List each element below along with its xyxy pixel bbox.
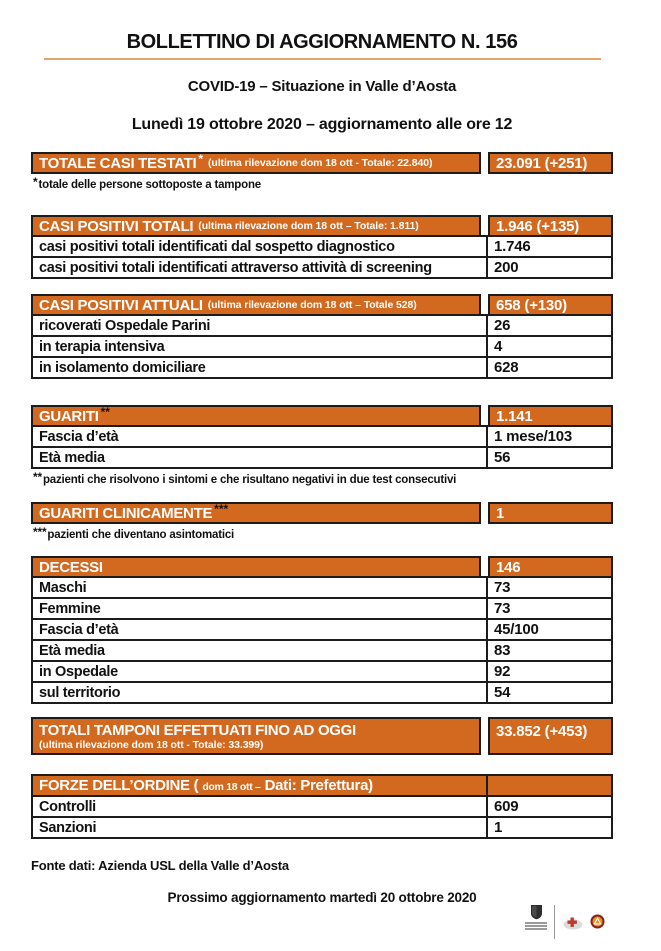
section-title: GUARITI CLINICAMENTE	[39, 504, 213, 522]
section-decessi	[31, 556, 613, 704]
table-row	[31, 446, 613, 469]
section-header-row	[31, 152, 613, 174]
row-label: in isolamento domiciliare	[33, 358, 488, 377]
row-label: casi positivi totali identificati attraverso attività di screening	[33, 258, 488, 277]
row-label: casi positivi totali identificati dal sospetto diagnostico	[33, 237, 488, 256]
header-gap	[481, 294, 488, 316]
shield-icon	[530, 904, 543, 920]
header-gap	[481, 717, 488, 755]
footnote-text: pazienti che diventano asintomatici	[47, 529, 235, 541]
section-title: GUARITI	[39, 407, 99, 425]
usl-heart-icon	[562, 915, 583, 930]
table-row	[31, 425, 613, 448]
section-header-row	[31, 556, 613, 578]
table-row	[31, 618, 613, 641]
section-header-label-cell	[31, 215, 481, 237]
section-header-note: dom 18 ott –	[202, 780, 261, 793]
footnote-marker: *	[33, 175, 38, 189]
footnote-text: pazienti che risolvono i sintomi e che risultano negativi in due test consecutivi	[42, 474, 457, 486]
usl-vda-logo	[562, 915, 583, 935]
section-title: CASI POSITIVI TOTALI	[39, 217, 194, 235]
row-value: 45/100	[494, 621, 539, 638]
section-title: CASI POSITIVI ATTUALI	[39, 296, 203, 314]
section-header-label-cell	[31, 717, 481, 755]
header-gap	[481, 556, 488, 578]
section-casi-positivi-totali	[31, 215, 613, 279]
row-label: Femmine	[33, 599, 488, 618]
row-label: Fascia d’età	[33, 620, 488, 639]
section-header-value	[488, 776, 611, 795]
section-header-value: 658 (+130)	[488, 294, 613, 316]
footnote-marker: **	[100, 405, 110, 419]
section-guariti-clinicamente	[31, 502, 613, 524]
row-label: Fascia d’età	[33, 427, 488, 446]
row-value: 1	[494, 819, 503, 836]
section-title: TOTALE CASI TESTATI	[39, 154, 197, 172]
row-value: 1 mese/103	[494, 428, 573, 445]
header-gap	[481, 215, 488, 237]
section-header-row	[31, 774, 613, 797]
footnote-marker: **	[33, 470, 42, 484]
footnote-marker: *	[198, 152, 204, 166]
next-update-line: Prossimo aggiornamento martedì 20 ottobre 2020	[167, 890, 477, 905]
footnote-tamponi-testati	[33, 177, 613, 191]
section-casi-positivi-attuali	[31, 294, 613, 379]
section-header-label-cell	[31, 502, 481, 524]
section-header-note: (ultima rilevazione dom 18 ott - Totale: 22.840)	[208, 157, 433, 169]
section-tamponi	[31, 717, 613, 755]
section-header-value: 1	[488, 502, 613, 524]
table-row	[31, 235, 613, 258]
footnote-guariti	[33, 472, 613, 486]
section-title: TOTALI TAMPONI EFFETTUATI FINO AD OGGI	[39, 722, 356, 739]
row-value: 628	[494, 359, 519, 376]
section-header-note: (ultima rilevazione dom 18 ott – Totale: 1.811)	[198, 220, 419, 232]
row-label: Maschi	[33, 578, 488, 597]
table-row	[31, 597, 613, 620]
row-label: Controlli	[33, 797, 488, 816]
section-guariti	[31, 405, 613, 469]
section-header-row	[31, 215, 613, 237]
section-forze-dellordine	[31, 774, 613, 839]
row-value: 1.746	[494, 238, 531, 255]
row-label: Sanzioni	[33, 818, 488, 837]
protezione-civile-badge-icon	[590, 914, 605, 929]
table-row	[31, 681, 613, 704]
row-label: Età media	[33, 448, 488, 467]
section-header-value: 23.091 (+251)	[488, 152, 613, 174]
section-header-label-cell	[31, 294, 481, 316]
section-header-row	[31, 717, 613, 755]
header-gap	[481, 405, 488, 427]
row-value: 26	[494, 317, 511, 334]
row-value: 73	[494, 579, 511, 596]
section-header-value: 146	[488, 556, 613, 578]
row-value: 56	[494, 449, 511, 466]
table-row	[31, 335, 613, 358]
section-header-note: (ultima rilevazione dom 18 ott – Totale 528)	[207, 299, 417, 311]
row-value: 200	[494, 259, 519, 276]
section-header-label-cell	[33, 776, 488, 795]
row-label: Età media	[33, 641, 488, 660]
row-label: sul territorio	[33, 683, 488, 702]
footnote-text: totale delle persone sottoposte a tampone	[38, 179, 261, 191]
section-title: FORZE DELL’ORDINE (	[39, 777, 199, 794]
section-totale-casi-testati	[31, 152, 613, 174]
data-source-line: Fonte dati: Azienda USL della Valle d’Aosta	[31, 858, 289, 873]
row-value: 609	[494, 798, 519, 815]
table-row	[31, 660, 613, 683]
logo-caption-lines	[525, 922, 547, 930]
page-title: BOLLETTINO DI AGGIORNAMENTO N. 156	[126, 31, 518, 53]
header-gap	[481, 502, 488, 524]
row-label: ricoverati Ospedale Parini	[33, 316, 488, 335]
section-header-value: 1.141	[488, 405, 613, 427]
table-row	[31, 639, 613, 662]
section-header-row	[31, 405, 613, 427]
protezione-civile-logo	[590, 914, 605, 934]
section-header-row	[31, 294, 613, 316]
section-header-value: 33.852 (+453)	[488, 717, 613, 755]
row-label: in Ospedale	[33, 662, 488, 681]
table-row	[31, 795, 613, 818]
footnote-marker: ***	[33, 525, 47, 539]
footer-logos	[525, 904, 605, 939]
table-row	[31, 356, 613, 379]
row-value: 73	[494, 600, 511, 617]
row-value: 92	[494, 663, 511, 680]
title-underline	[44, 58, 601, 60]
section-header-row	[31, 502, 613, 524]
footnote-marker: ***	[214, 502, 229, 516]
section-header-label-cell	[31, 556, 481, 578]
table-row	[31, 256, 613, 279]
footnote-guariti-clinicamente	[33, 527, 613, 541]
page-dateline: Lunedì 19 ottobre 2020 – aggiornamento alle ore 12	[131, 116, 513, 133]
header-gap	[481, 152, 488, 174]
section-header-label-cell	[31, 405, 481, 427]
row-label: in terapia intensiva	[33, 337, 488, 356]
section-header-value: 1.946 (+135)	[488, 215, 613, 237]
regione-vda-coat-of-arms-logo	[525, 904, 547, 930]
section-header-note: (ultima rilevazione dom 18 ott - Totale: 33.399)	[39, 739, 264, 751]
row-value: 83	[494, 642, 511, 659]
row-value: 54	[494, 684, 511, 701]
page-subtitle: COVID-19 – Situazione in Valle d’Aosta	[187, 78, 457, 95]
logo-divider	[554, 905, 555, 939]
section-title: DECESSI	[39, 558, 103, 576]
section-header-note-bold: Dati: Prefettura)	[264, 777, 373, 794]
row-value: 4	[494, 338, 503, 355]
table-row	[31, 314, 613, 337]
table-row	[31, 576, 613, 599]
section-header-label-cell	[31, 152, 481, 174]
table-row	[31, 816, 613, 839]
